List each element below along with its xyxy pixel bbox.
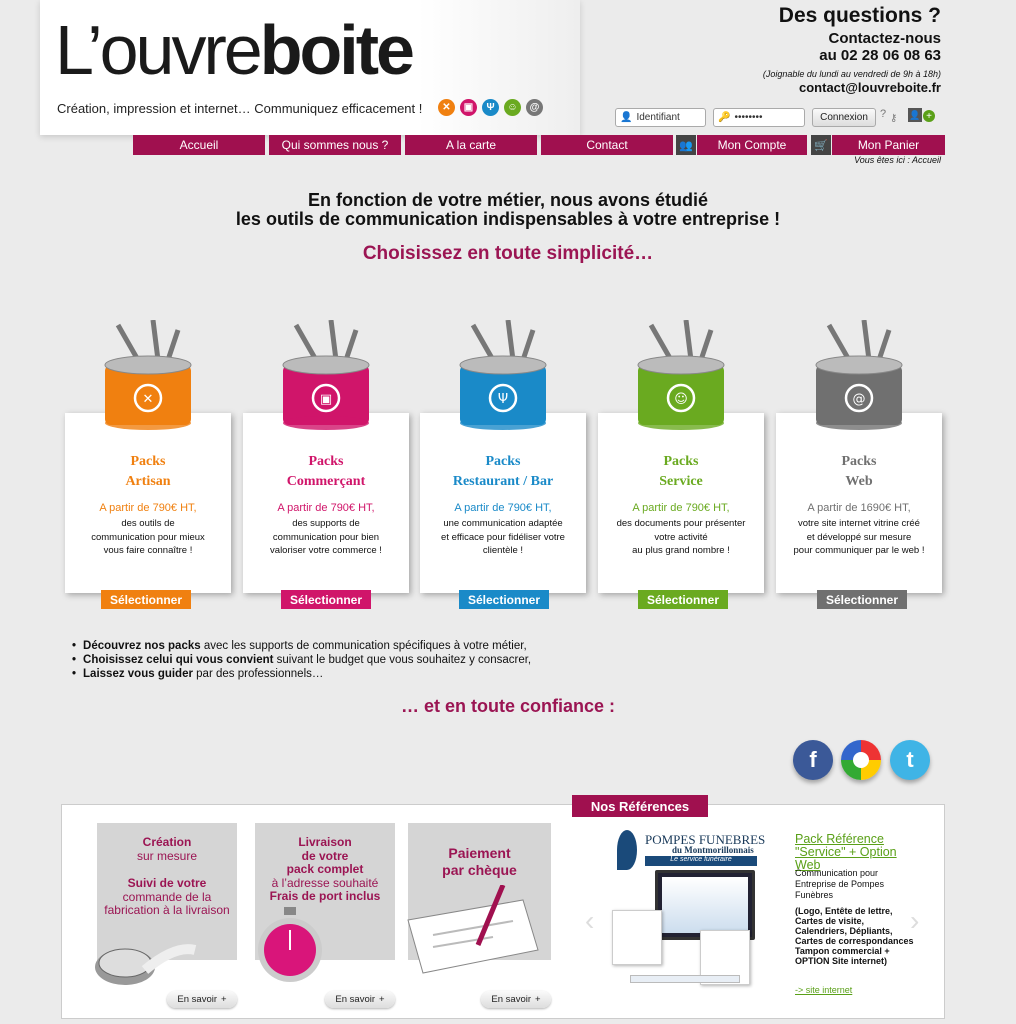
previous-arrow-icon[interactable]: ‹	[585, 905, 595, 936]
list-item: • Laissez vous guider par des professionnels…	[72, 667, 531, 681]
trust-heading: … et en toute confiance :	[400, 696, 616, 716]
list-item: • Découvrez nos packs avec les supports de communication spécifiques à votre métier,	[72, 639, 531, 653]
select-pack-button[interactable]: Sélectionner	[101, 590, 191, 609]
select-pack-button[interactable]: Sélectionner	[817, 590, 907, 609]
pack-price: A partir de 790€ HT,	[454, 502, 552, 514]
reference-brand-sub: du Montmorillonnais	[672, 845, 754, 855]
cart-icon: 🛒	[811, 135, 831, 155]
username-placeholder: Identifiant	[636, 112, 680, 123]
opening-hours: (Joignable du lundi au vendredi de 9h à 18h)	[762, 69, 941, 79]
plus-icon: +	[221, 994, 227, 1005]
tagline-icons	[438, 99, 543, 116]
username-field[interactable]	[615, 108, 706, 127]
account-nav-icon: 👥	[676, 135, 696, 155]
service-icon: ☺	[504, 99, 521, 116]
twitter-icon[interactable]: t	[890, 740, 930, 780]
feature-delivery: Livraison de votre pack complet à l’adresse souhaité Frais de port inclus	[255, 823, 395, 960]
reference-site-link[interactable]: -> site internet	[795, 985, 853, 995]
pack-card	[65, 413, 231, 593]
pack-card	[243, 413, 409, 593]
next-arrow-icon[interactable]: ›	[910, 905, 920, 936]
learn-more-button[interactable]: En savoir +	[325, 991, 395, 1008]
pack-illustration	[794, 320, 924, 430]
calendar-mockup	[612, 910, 662, 965]
pack-card	[420, 413, 586, 593]
reference-brand: POMPES FUNEBRES	[645, 832, 766, 847]
benefits-list	[72, 639, 531, 681]
contact-label: Contactez-nous	[828, 30, 941, 47]
reference-brand-banner: Le service funéraire	[645, 856, 757, 866]
questions-heading: Des questions ?	[778, 4, 941, 27]
pack-title: Packs Artisan	[125, 454, 171, 489]
pack-title: Packs Service	[659, 454, 703, 489]
facebook-icon[interactable]: f	[793, 740, 833, 780]
account-icon[interactable]: 👤	[908, 108, 922, 122]
key-icon: 🔑	[718, 112, 731, 123]
pack-price: A partir de 790€ HT,	[277, 502, 375, 514]
learn-more-button[interactable]: En savoir +	[481, 991, 551, 1008]
feature-cheque-payment: Paiement par chèque	[408, 823, 551, 960]
password-field[interactable]	[713, 108, 805, 127]
select-pack-button[interactable]: Sélectionner	[638, 590, 728, 609]
breadcrumb: Vous êtes ici : Accueil	[854, 155, 941, 165]
svg-text:@: @	[852, 392, 866, 407]
plus-icon: +	[535, 994, 541, 1005]
pack-description: des supports de communication pour bien valoriser votre commerce !	[270, 518, 382, 556]
pack-illustration	[438, 320, 568, 430]
pack-description: des outils de communication pour mieux vous faire connaître !	[91, 518, 205, 556]
pack-title: Packs Commerçant	[286, 454, 366, 489]
svg-text:☺: ☺	[674, 392, 688, 407]
contact-email[interactable]: contact@louvreboite.fr	[799, 80, 941, 95]
pack-illustration	[261, 320, 391, 430]
select-pack-button[interactable]: Sélectionner	[281, 590, 371, 609]
nav-a-la-carte[interactable]: A la carte	[405, 135, 537, 155]
choose-heading: Choisissez en toute simplicité…	[362, 243, 654, 264]
list-item: • Choisissez celui qui vous convient suivant le budget que vous souhaitez y consacrer,	[72, 653, 531, 667]
password-value: ••••••••	[734, 112, 763, 123]
intro-line-2: les outils de communication indispensables à votre entreprise !	[235, 209, 781, 229]
intro-line-1: En fonction de votre métier, nous avons étudié	[307, 190, 709, 210]
svg-text:Ψ: Ψ	[497, 392, 509, 407]
reference-title[interactable]: Pack Référence "Service" + Option Web	[795, 832, 897, 872]
pack-illustration	[83, 320, 213, 430]
funeral-logo-icon	[617, 830, 637, 870]
nav-contact[interactable]: Contact	[541, 135, 673, 155]
business-card-mockup	[630, 975, 740, 983]
user-icon: 👤	[620, 112, 633, 123]
pack-illustration	[616, 320, 746, 430]
shop-icon: ▣	[460, 99, 477, 116]
artisan-icon: ✕	[438, 99, 455, 116]
key-small-icon[interactable]: ⚷	[890, 113, 898, 124]
pack-title: Packs Web	[841, 454, 877, 489]
learn-more-button[interactable]: En savoir +	[167, 991, 237, 1008]
nav-home[interactable]: Accueil	[133, 135, 265, 155]
plus-icon: +	[379, 994, 385, 1005]
pack-card	[776, 413, 942, 593]
phone-number: au 02 28 06 08 63	[819, 47, 941, 64]
pack-price: A partir de 790€ HT,	[632, 502, 730, 514]
add-account-icon[interactable]: +	[923, 110, 935, 122]
pack-price: A partir de 790€ HT,	[99, 502, 197, 514]
site-logo[interactable]: L’ouvreboite	[55, 11, 412, 89]
login-button[interactable]: Connexion	[812, 108, 876, 127]
pack-title: Packs Restaurant / Bar	[452, 454, 554, 489]
svg-text:✕: ✕	[142, 392, 154, 407]
select-pack-button[interactable]: Sélectionner	[459, 590, 549, 609]
pack-card	[598, 413, 764, 593]
cheque-icon	[403, 885, 543, 975]
svg-text:▣: ▣	[319, 392, 333, 407]
reference-contents: (Logo, Entête de lettre, Cartes de visite, Calendriers, Dépliants, Cartes de correspondances Tampon commercial + OPTION Site internet)	[795, 906, 914, 966]
pack-description: votre site internet vitrine créé et développé sur mesure pour communiquer par le web !	[793, 518, 925, 556]
reference-subtitle: Communication pour Entreprise de Pompes Funèbres	[795, 868, 885, 900]
references-tab: Nos Références	[572, 795, 708, 817]
pack-description: une communication adaptée et efficace pour fidéliser votre clientèle !	[441, 518, 565, 556]
pack-description: des documents pour présenter votre activité au plus grand nombre !	[616, 518, 746, 556]
tagline: Création, impression et internet… Communiquez efficacement !	[57, 101, 423, 116]
nav-about[interactable]: Qui sommes nous ?	[269, 135, 401, 155]
help-icon[interactable]: ?	[880, 108, 887, 120]
web-at-icon: @	[526, 99, 543, 116]
nav-my-cart[interactable]: Mon Panier	[832, 135, 945, 155]
feature-custom-creation: Création sur mesure Suivi de votre commande de la fabrication à la livraison	[97, 823, 237, 960]
stopwatch-icon	[255, 905, 325, 985]
google-icon[interactable]	[841, 740, 881, 780]
nav-my-account[interactable]: Mon Compte	[697, 135, 807, 155]
tape-measure-icon	[90, 935, 200, 990]
restaurant-icon: Ψ	[482, 99, 499, 116]
pack-price: A partir de 1690€ HT,	[807, 502, 911, 514]
